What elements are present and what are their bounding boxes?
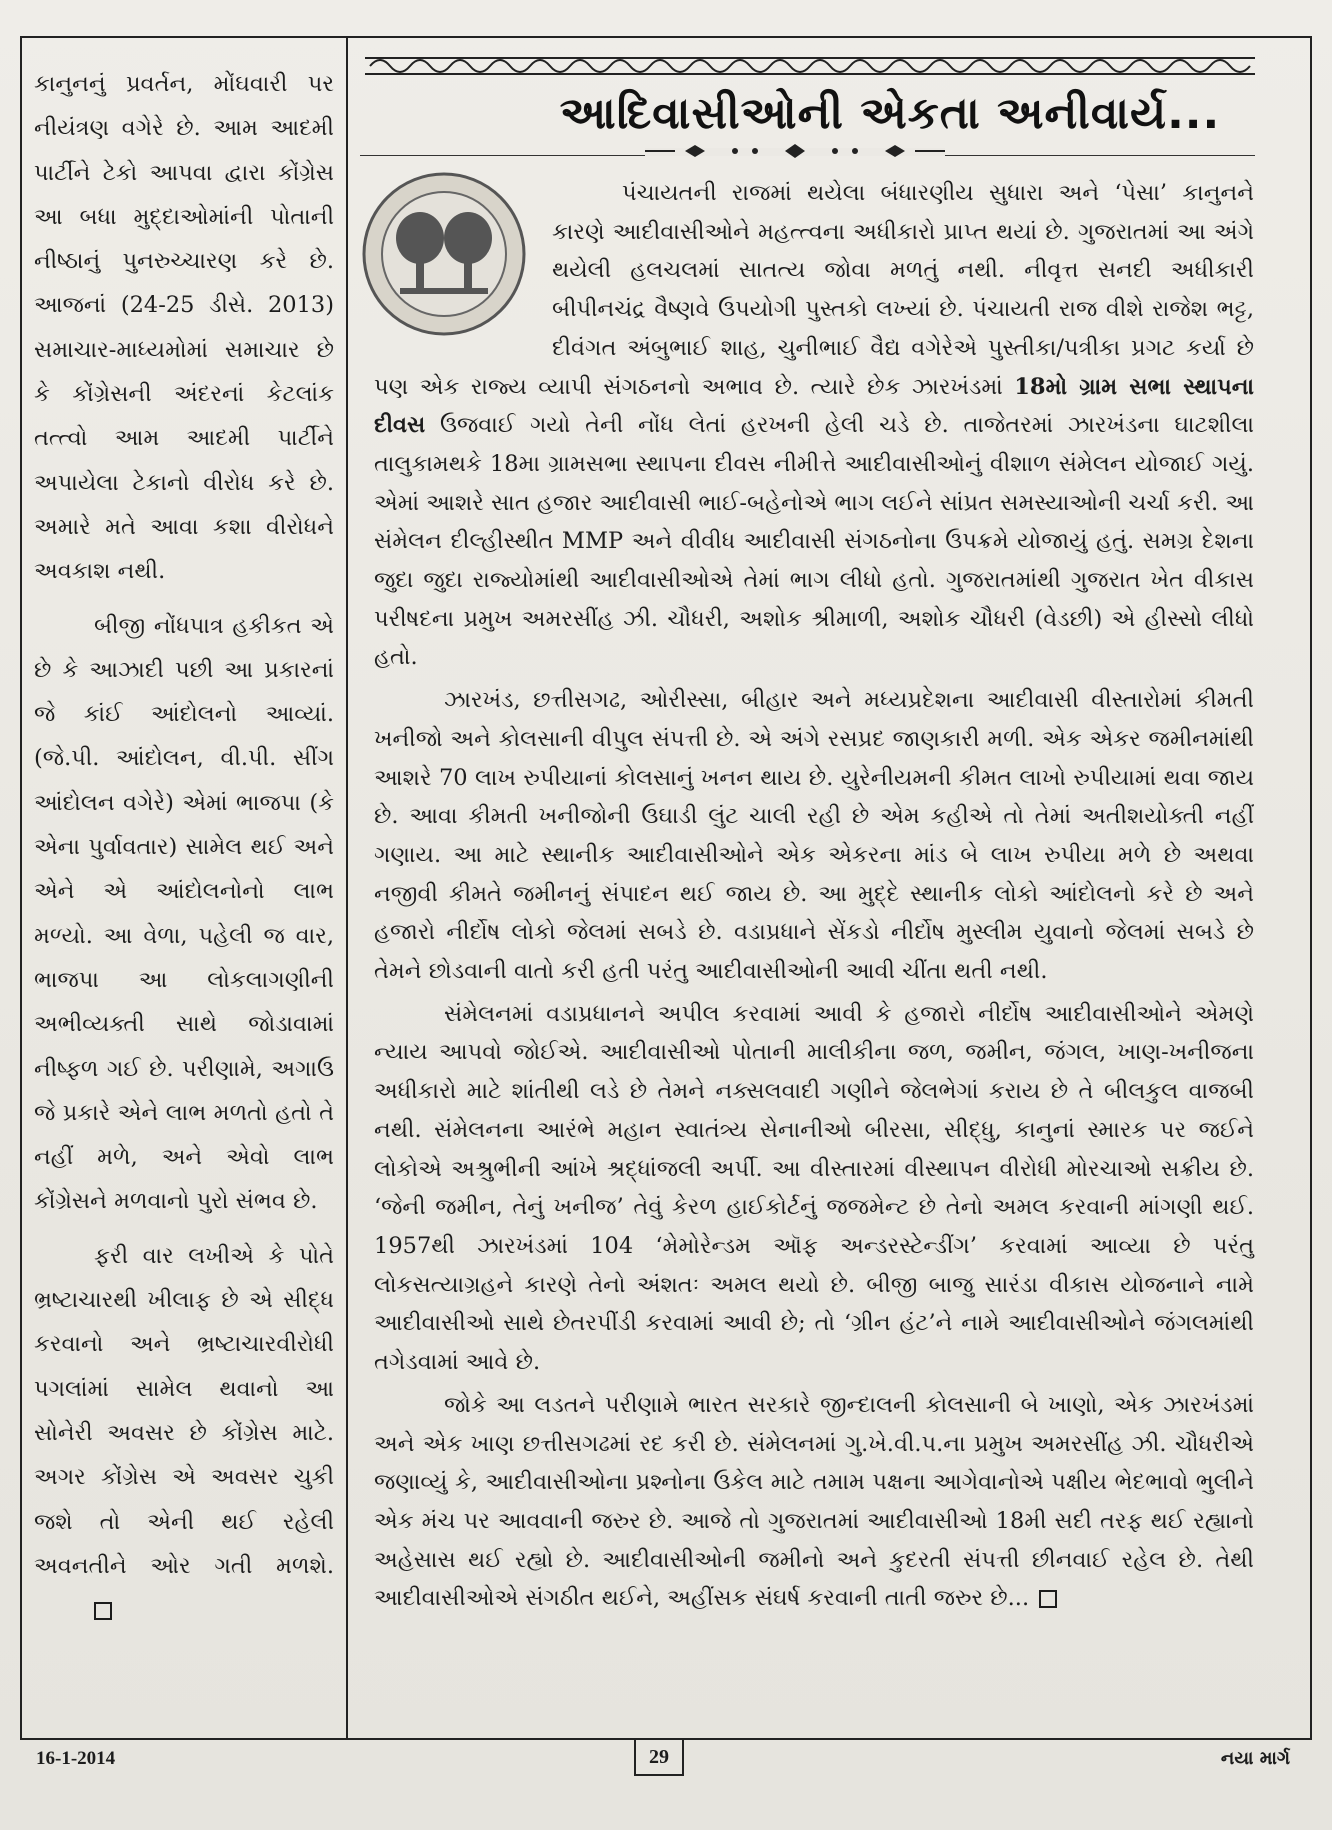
left-paragraph-3 [34, 1234, 334, 1633]
frame-left-line [20, 36, 22, 1740]
article-body [374, 170, 1254, 1618]
article-paragraph-1-part-b: ઉજવાઈ ગયો તેની નોંધ લેતાં હરખની હેલી ચડે છે. તાજેતરમાં ઝારખંડના ઘાટશીલા તાલુકામથકે 18મા ગ્રામસભા સ્થાપના દીવસ નીમીત્તે આદીવાસીઓનું વીશાળ સંમેલન યોજાઈ ગયું. એમાં આશરે સાત હજાર આદીવાસી ભાઈ-બહેનોએ ભાગ લઈને સાંપ્રત સમસ્યાઓની ચર્ચા કરી. આ સંમેલન દીલ્હીસ્થીત MMP અને વીવીધ આદીવાસી સંગઠનોના ઉપક્રમે યોજાયું હતું. સમગ્ર દેશના જુદા જુદા રાજ્યોમાંથી આદીવાસીઓએ તેમાં ભાગ લીધો હતો. ગુજરાતમાંથી ગુજરાત ખેત વીકાસ પરીષદના પ્રમુખ અમરસીંહ ઝી. ચૌધરી, અશોક શ્રીમાળી, અશોક ચૌધરી (વેડછી) એ હીસ્સો લીધો હતો. [374, 412, 1254, 671]
left-paragraph-2: બીજી નોંધપાત્ર હકીકત એ છે કે આઝાદી પછી આ પ્રકારનાં જે કાંઈ આંદોલનો આવ્યાં. (જે.પી. આંદોલન, વી.પી. સીંગ આંદોલન વગેરે) એમાં ભાજપા (કે એના પુર્વાવતાર) સામેલ થઈ અને એને એ આંદોલનોનો લાભ મળ્યો. આ વેળા, પહેલી જ વાર, ભાજપા આ લોકલાગણીની અભીવ્યક્તી સાથે જોડાવામાં નીષ્ફળ ગઈ છે. પરીણામે, અગાઉ જે પ્રકારે એને લાભ મળતો હતો તે નહીં મળે, અને એવો લાભ કોંગ્રેસને મળવાનો પુરો સંભવ છે. [34, 612, 334, 1215]
article-paragraph-2: ઝારખંડ, છત્તીસગઢ, ઓરીસ્સા, બીહાર અને મધ્યપ્રદેશના આદીવાસી વીસ્તારોમાં કીમતી ખનીજો અને કોલસાની વીપુલ સંપત્તી છે. એ અંગે રસપ્રદ જાણકારી મળી. એક એકર જમીનમાંથી આશરે 70 લાખ રુપીયાનાં કોલસાનું ખનન થાય છે. યુરેનીયમની કીમત લાખો રુપીયામાં થવા જાય છે. આવા કીમતી ખનીજોની ઉઘાડી લુંટ ચાલી રહી છે એમ કહીએ તો તેમાં અતીશયોક્તી નહીં ગણાય. આ માટે સ્થાનીક આદીવાસીઓને એક એકરના માંડ બે લાખ રુપીયા મળે છે અથવા નજીવી કીમતે જમીનનું સંપાદન થઈ જાય છે. આ મુદ્દે સ્થાનીક લોકો આંદોલનો કરે છે અને હજારો નીર્દોષ લોકો જેલમાં સબડે છે. વડાપ્રધાને સેંકડો નીર્દોષ મુસ્લીમ યુવાનો જેલમાં સબડે છે તેમને છોડવાની વાતો કરી હતી પરંતુ આદીવાસીઓની આવી ચીંતા થતી નથી. [374, 687, 1254, 985]
frame-top-line [20, 36, 1312, 38]
end-mark-icon [1039, 1590, 1057, 1608]
left-column [34, 62, 334, 1632]
left-paragraph-1: કાનુનનું પ્રવર્તન, મોંઘવારી પર નીયંત્રણ વગેરે છે. આમ આદમી પાર્ટીને ટેકો આપવા દ્વારા કોંગ્રેસ આ બધા મુદ્દાઓમાંની પોતાની નીષ્ઠાનું પુનરુચ્ચારણ કરે છે. આજનાં (24-25 ડીસે. 2013) સમાચાર-માધ્યમોમાં સમાચાર છે કે કોંગ્રેસની અંદરનાં કેટલાંક તત્ત્વો આમ આદમી પાર્ટીને અપાયેલા ટેકાનો વીરોધ કરે છે. અમારે મતે આવા કશા વીરોધને અવકાશ નથી. [34, 71, 334, 585]
column-divider [346, 36, 348, 1740]
page-number: 29 [634, 1738, 684, 1776]
ornament-border-icon [360, 50, 1260, 80]
article-paragraph-1-part-a: પંચાયતની રાજમાં થયેલા બંધારણીય સુધારા અને ‘પેસા’ કાનુનને કારણે આદીવાસીઓને મહત્ત્વના અધીકારો પ્રાપ્ત થયાં છે. ગુજરાતમાં આ અંગે થયેલી હલચલમાં સાતત્ય જોવા મળતું નથી. નીવૃત્ત સનદી અધીકારી બીપીનચંદ્ર વૈષ્ણવે ઉપયોગી પુસ્તકો લખ્યાં છે. પંચાયતી રાજ વીશે રાજેશ ભટ્ટ, દીવંગત અંબુભાઈ શાહ, ચુનીભાઈ વૈદ્ય વગેરેએ પુસ્તીકા/પત્રીકા પ્રગટ કર્યા છે પણ એક રાજ્ય વ્યાપી સંગઠનનો અભાવ છે. ત્યારે છેક ઝારખંડમાં [374, 180, 1254, 400]
magazine-name: નયા માર્ગ [1220, 1748, 1290, 1769]
logo-placeholder [374, 170, 542, 362]
footer-date: 16-1-2014 [36, 1748, 116, 1769]
article-bold-phrase: 18મો ગ્રામ સભા સ્થાપના દીવસ [374, 373, 1254, 439]
article-headline: આદિવાસીઓની એકતા અનીવાર્ય... [559, 88, 1221, 139]
article-paragraph-4 [374, 1386, 1254, 1618]
left-paragraph-3-text: ફરી વાર લખીએ કે પોતે ભ્રષ્ટાચારથી ખીલાફ છે એ સીદ્ધ કરવાનો અને ભ્રષ્ટાચારવીરોધી પગલાંમાં સામેલ થવાનો આ સોનેરી અવસર છે કોંગ્રેસ માટે. અગર કોંગ્રેસ એ અવસર ચુકી જશે તો એની થઈ રહેલી અવનતીને ઓર ગતી મળશે. [34, 1242, 334, 1579]
end-mark-icon [94, 1602, 112, 1620]
frame-right-line [1310, 36, 1312, 1740]
divider-ornament-icon [645, 140, 945, 162]
article-paragraph-4-text: જોકે આ લડતને પરીણામે ભારત સરકારે જીન્દાલની કોલસાની બે ખાણો, એક ઝારખંડમાં અને એક ખાણ છત્તીસગઢમાં રદ કરી છે. સંમેલનમાં ગુ.ખે.વી.પ.ના પ્રમુખ અમરસીંહ ઝી. ચૌધરીએ જણાવ્યું કે, આદીવાસીઓના પ્રશ્નોના ઉકેલ માટે તમામ પક્ષના આગેવાનોએ પક્ષીય ભેદભાવો ભુલીને એક મંચ પર આવવાની જરુર છે. આજે તો ગુજરાતમાં આદીવાસીઓ 18મી સદી તરફ થઈ રહ્યાનો અહેસાસ થઈ રહ્યો છે. આદીવાસીઓની જમીનો અને કુદરતી સંપત્તી છીનવાઈ રહેલ છે. તેથી આદીવાસીઓએ સંગઠીત થઈને, અહીંસક સંઘર્ષ કરવાની તાતી જરુર છે... [374, 1391, 1254, 1612]
article-paragraph-3: સંમેલનમાં વડાપ્રધાનને અપીલ કરવામાં આવી કે હજારો નીર્દોષ આદીવાસીઓને એમણે ન્યાય આપવો જોઈએ. આદીવાસીઓ પોતાની માલીકીના જળ, જમીન, જંગલ, ખાણ-ખનીજના અધીકારો માટે શાંતીથી લડે છે તેમને નક્સલવાદી ગણીને જેલભેગાં કરાય છે તે બીલકુલ વાજબી નથી. સંમેલનના આરંભે મહાન સ્વાતંત્ર્ય સેનાનીઓ બીરસા, સીદ્ધુ, કાનુનાં સ્મારક પર જઈને લોકોએ અશ્રુભીની આંખે શ્રદ્ધાંજલી અર્પી. આ વીસ્તારમાં વીસ્થાપન વીરોધી મોરચાઓ સક્રીય છે. ‘જેની જમીન, તેનું ખનીજ’ તેવું કેરળ હાઈકોર્ટનું જજમેન્ટ છે તેનો અમલ કરવાની માંગણી થઈ. 1957થી ઝારખંડમાં 104 ‘મેમોરેન્ડમ ઑફ અન્ડરસ્ટેન્ડીંગ’ કરવામાં આવ્યા છે પરંતુ લોકસત્યાગ્રહને કારણે તેનો અંશતઃ અમલ થયો છે. બીજી બાજુ સારંડા વીકાસ યોજનાને નામે આદીવાસીઓ સાથે છેતરપીંડી કરવામાં આવી છે; તો ‘ગ્રીન હંટ’ને નામે આદીવાસીઓને જંગલમાંથી તગેડવામાં આવે છે. [374, 1000, 1254, 1376]
